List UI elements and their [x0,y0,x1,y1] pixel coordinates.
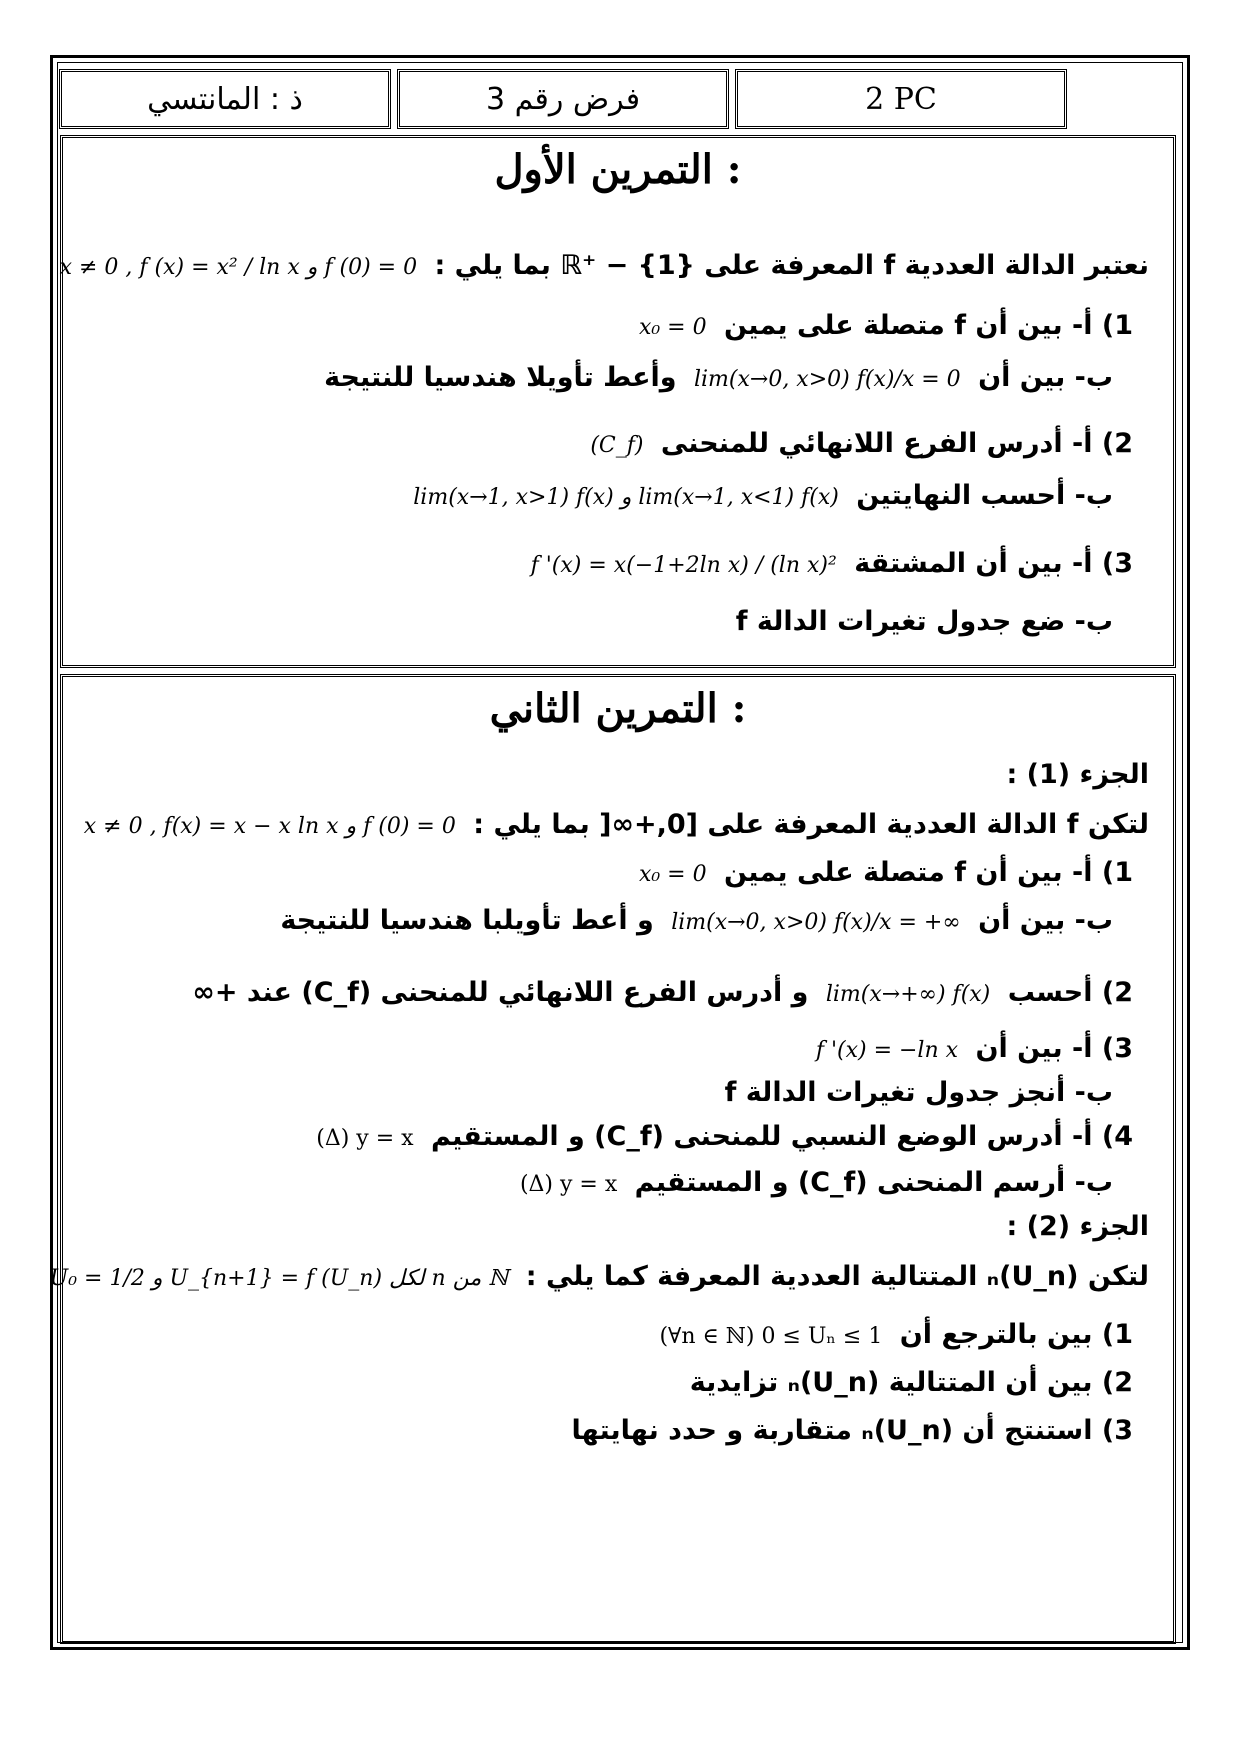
ex1-q1b: ب- بين أن lim(x→0, x>0) f(x)/x = 0 وأعط تأويلا هندسيا للنتيجة [324,362,1113,393]
ex1-q2b: ب- أحسب النهايتين lim(x→1, x>1) f(x) و lim(x→1, x<1) f(x) [413,480,1113,511]
ex2-q4a: 4) أ- أدرس الوضع النسبي للمنحنى (C_f) و المستقيم (Δ) y = x [316,1121,1133,1152]
ex2-p2q2: 2) بين أن المتتالية (U_n)ₙ تزايدية [689,1367,1133,1398]
page-frame [50,55,1190,1650]
ex2-part2: الجزء (2) : [1006,1211,1149,1242]
exam-title: فرض رقم 3 [485,81,641,117]
ex2-p2-math: U₀ = 1/2 و U_{n+1} = f (U_n) لكل n من ℕ [49,1266,509,1291]
ex2-intro: لتكن f الدالة العددية المعرفة على [0,+∞[ بما يلي : x ≠ 0 , f(x) = x − x ln x و f (0) = 0 [83,809,1149,840]
exam-box [397,69,729,129]
ex2-p2q3: 3) استنتج أن (U_n)ₙ متقاربة و حدد نهايتها [571,1415,1133,1446]
ex2-q4b: ب- أرسم المنحنى (C_f) و المستقيم (Δ) y = x [519,1167,1113,1198]
exercise-2-title: التمرين الثاني : [489,685,747,732]
ex2-q1a: 1) أ- بين أن f متصلة على يمين x₀ = 0 [638,857,1133,888]
ex1-q3a: 3) أ- بين أن المشتقة f '(x) = x(−1+2ln x) / (ln x)² [530,548,1133,579]
ex2-q3a: 3) أ- بين أن f '(x) = −ln x [815,1033,1133,1064]
exercise-1 [60,135,1176,668]
ex2-q2: 2) أحسب lim(x→+∞) f(x) و أدرس الفرع اللانهائي للمنحنى (C_f) عند +∞ [192,977,1133,1008]
teacher-name: ذ : المانتسي [147,81,303,117]
ex2-q3b: ب- أنجز جدول تغيرات الدالة f [724,1077,1113,1108]
ex2-q1b: ب- بين أن lim(x→0, x>0) f(x)/x = +∞ و أعط تأويلبا هندسيا للنتيجة [280,905,1113,936]
ex1-q1a: 1) أ- بين أن f متصلة على يمين x₀ = 0 [638,310,1133,341]
ex2-p2-intro: لتكن (U_n)ₙ المتتالية العددية المعرفة كما يلي : U₀ = 1/2 و U_{n+1} = f (U_n) لكل n من ℕ [49,1261,1149,1292]
ex1-intro: نعتبر الدالة العددية f المعرفة على ℝ⁺ − {1} بما يلي : x ≠ 0 , f (x) = x² / ln x و f (0) = 0 [59,250,1149,281]
teacher-box [59,69,391,129]
class-box [735,69,1067,129]
exercise-1-title: التمرين الأول : [494,146,742,193]
exercise-2 [49,674,1176,1644]
ex1-q3b: ب- ضع جدول تغيرات الدالة f [735,606,1113,637]
ex2-p2q1: 1) بين بالترجع أن (∀n ∈ ℕ) 0 ≤ Uₙ ≤ 1 [659,1319,1133,1350]
ex1-intro-math: x ≠ 0 , f (x) = x² / ln x و f (0) = 0 [59,255,418,280]
ex1-q2a: 2) أ- أدرس الفرع اللانهائي للمنحنى (C_f) [590,428,1133,459]
ex2-part1: الجزء (1) : [1006,759,1149,790]
ex2-intro-math: x ≠ 0 , f(x) = x − x ln x و f (0) = 0 [83,814,456,839]
class-label: 2 PC [865,81,937,117]
